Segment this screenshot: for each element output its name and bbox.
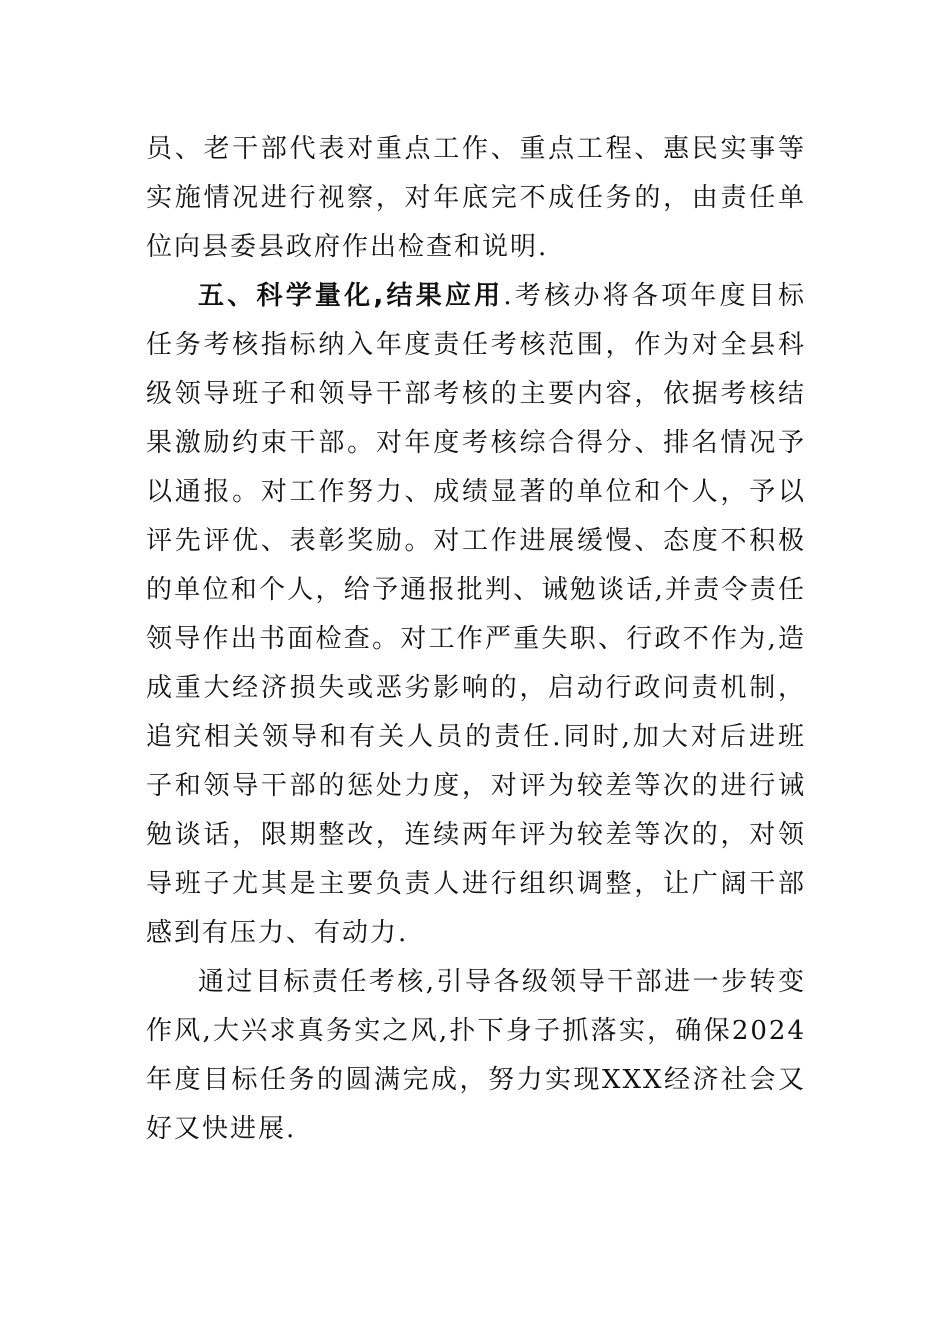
section-heading: 五、科学量化,结果应用 [198,281,504,311]
paragraph-conclusion: 通过目标责任考核,引导各级领导干部进一步转变作风,大兴求真务实之风,扑下身子抓落实，确保2024年度目标任务的圆满完成，努力实现XXX经济社会又好又快进展. [146,967,806,1144]
section-body: .考核办将各项年度目标任务考核指标纳入年度责任考核范围，作为对全县科级领导班子和领导干部考核的主要内容，依据考核结果激励约束干部。对年度考核综合得分、排名情况予以通报。对工作努力、成绩显著的单位和个人，予以评先评优、表彰奖励。对工作进展缓慢、态度不积极的单位和个人，给予通报批判、诫勉谈话,并责令责任领导作出书面检查。对工作严重失职、行政不作为,造成重大经济损失或恶劣影响的，启动行政问责机制，追究相关领导和有关人员的责任.同时,加大对后进班子和领导干部的惩处力度，对评为较差等次的进行诫勉谈话，限期整改，连续两年评为较差等次的，对领导班子尤其是主要负责人进行组织调整，让广阔干部感到有压力、有动力. [146,281,806,948]
document-body [146,125,806,1154]
paragraph-continuation: 员、老干部代表对重点工作、重点工程、惠民实事等实施情况进行视察，对年底完不成任务的，由责任单位向县委县政府作出检查和说明. [146,134,806,262]
paragraph-section-five [146,272,806,958]
